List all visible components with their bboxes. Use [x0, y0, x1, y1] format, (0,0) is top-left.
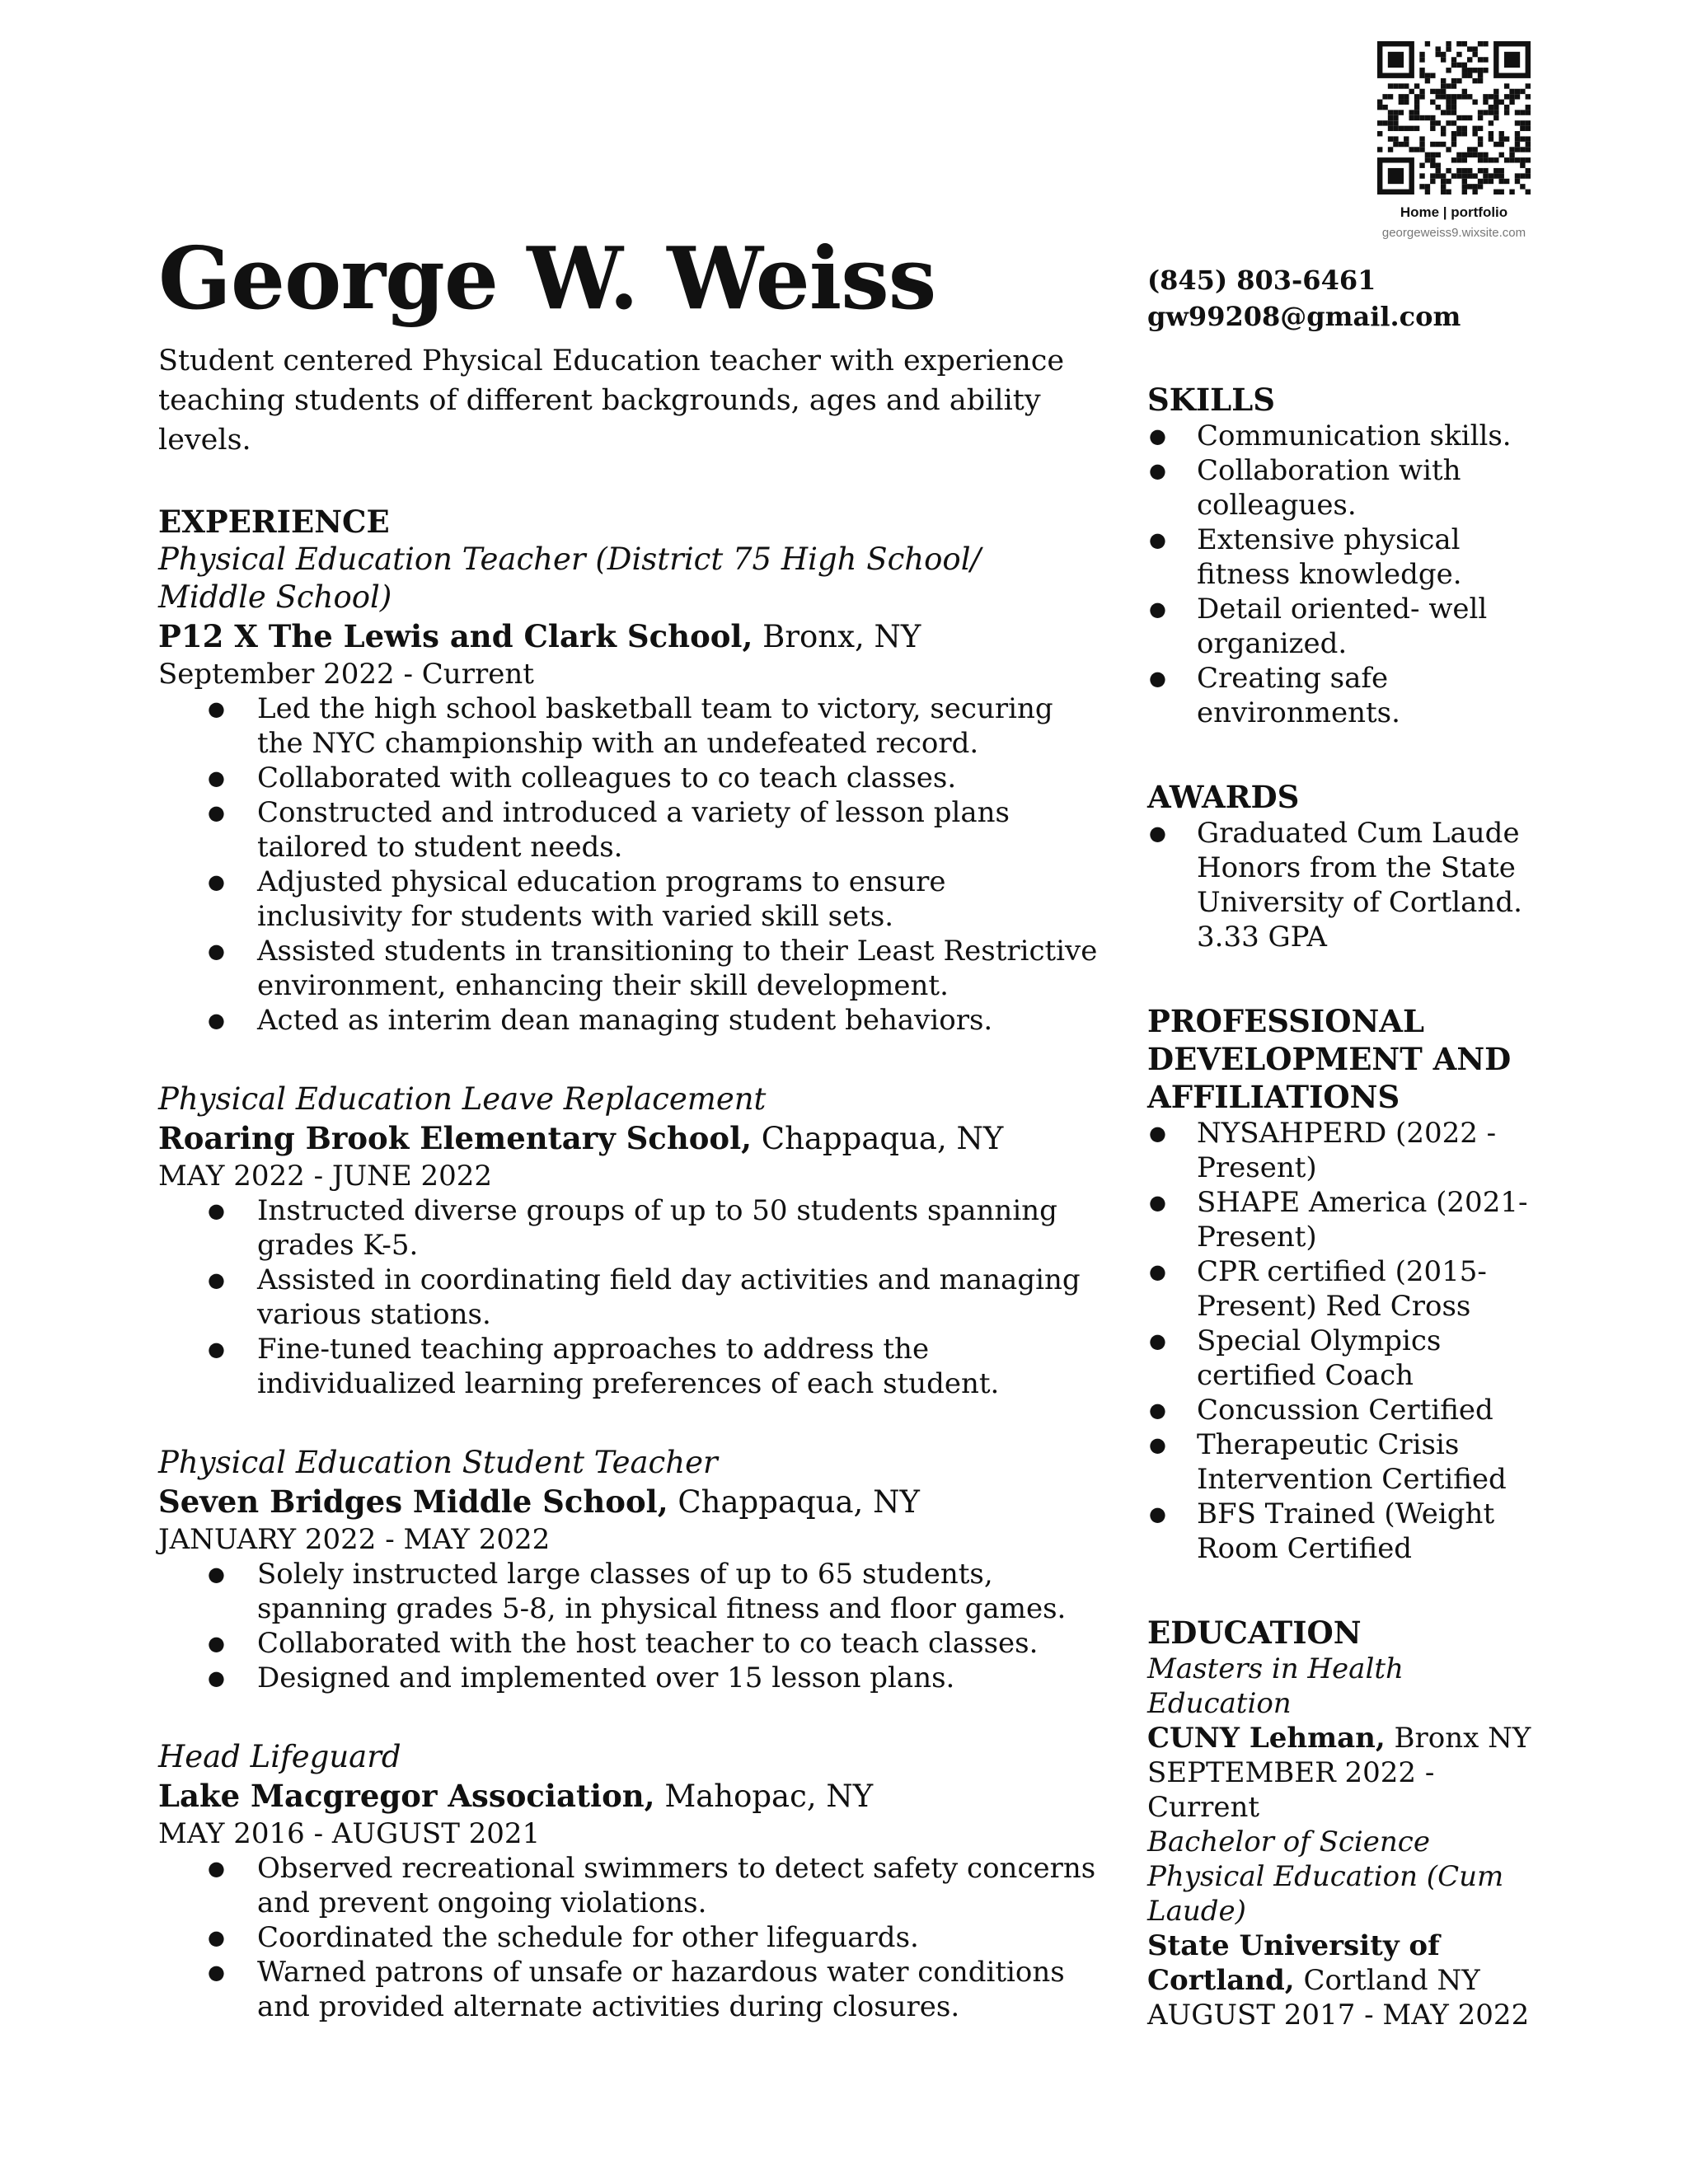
job-bullets: [158, 1851, 1098, 2024]
school-location: Bronx NY: [1385, 1722, 1531, 1755]
education-section: [1147, 1614, 1543, 2032]
qr-block: [1372, 41, 1536, 240]
list-item: ● Assisted in coordinating field day activities and managing various stations.: [158, 1263, 1098, 1332]
list-item: ● Designed and implemented over 15 lesson plans.: [158, 1661, 1098, 1695]
job-title: Physical Education Teacher (District 75 High School/ Middle School): [158, 541, 981, 616]
list-item: ● CPR certified (2015- Present) Red Cross: [1147, 1254, 1543, 1324]
list-item: ● Graduated Cum Laude Honors from the State University of Cortland. 3.33 GPA: [1147, 816, 1543, 954]
org-location: Chappaqua, NY: [668, 1484, 920, 1521]
org-name: Seven Bridges Middle School,: [158, 1483, 668, 1521]
job-organization: [158, 1482, 1098, 1522]
job-entry: [158, 541, 1098, 1038]
candidate-name: George W. Weiss: [158, 227, 936, 329]
list-item: ● Fine-tuned teaching approaches to address the individualized learning preferences of each student.: [158, 1332, 1098, 1401]
qr-url[interactable]: georgeweiss9.wixsite.com: [1381, 226, 1526, 240]
job-dates: September 2022 - Current: [158, 658, 534, 691]
summary: Student centered Physical Education teacher with experience teaching students of different backgrounds, ages and ability levels.: [158, 344, 1065, 457]
org-location: Bronx, NY: [753, 619, 921, 655]
job-entry: [158, 1444, 1098, 1695]
job-bullets: [158, 1557, 1098, 1695]
list-item: ● Adjusted physical education programs to ensure inclusivity for students with varied skill sets.: [158, 865, 1098, 934]
development-section: [1147, 1002, 1543, 1566]
job-entry: [158, 1738, 1098, 2024]
school: [1147, 1721, 1543, 1755]
list-item: ● Detail oriented- well organized.: [1147, 592, 1543, 661]
list-item: ● Therapeutic Crisis Intervention Certified: [1147, 1427, 1543, 1497]
awards-heading: AWARDS: [1147, 779, 1300, 815]
school-name: CUNY Lehman,: [1147, 1722, 1386, 1755]
left-column: [158, 227, 1098, 2067]
list-item: ● Led the high school basketball team to victory, securing the NYC championship with an undefeated record.: [158, 691, 1098, 761]
job-title: Head Lifeguard: [158, 1739, 401, 1775]
job-organization: [158, 616, 1098, 657]
development-list: [1147, 1116, 1543, 1566]
job-entry: [158, 1080, 1098, 1401]
phone-number: (845) 803-6461: [1147, 265, 1376, 296]
list-item: ● Assisted students in transitioning to their Least Restrictive environment, enhancing their skill development.: [158, 934, 1098, 1003]
awards-section: [1147, 778, 1543, 954]
org-location: Mahopac, NY: [654, 1779, 874, 1815]
skills-section: [1147, 381, 1543, 730]
job-dates: MAY 2022 - JUNE 2022: [158, 1160, 493, 1193]
list-item: ● Observed recreational swimmers to detect safety concerns and prevent ongoing violations.: [158, 1851, 1098, 1920]
list-item: ● Special Olympics certified Coach: [1147, 1324, 1543, 1393]
list-item: ● Acted as interim dean managing student behaviors.: [158, 1003, 1098, 1038]
org-location: Chappaqua, NY: [752, 1121, 1004, 1157]
experience-heading: EXPERIENCE: [158, 504, 390, 541]
list-item: ● Constructed and introduced a variety of lesson plans tailored to student needs.: [158, 795, 1098, 865]
job-organization: [158, 1118, 1098, 1159]
job-title: Physical Education Leave Replacement: [158, 1081, 767, 1118]
qr-label: Home | portfolio: [1400, 204, 1508, 220]
list-item: ● Warned patrons of unsafe or hazardous water conditions and provided alternate activities during closures.: [158, 1955, 1098, 2024]
job-dates: MAY 2016 - AUGUST 2021: [158, 1817, 541, 1851]
list-item: ● Concussion Certified: [1147, 1393, 1543, 1427]
job-dates: JANUARY 2022 - MAY 2022: [158, 1523, 551, 1557]
job-organization: [158, 1776, 1098, 1816]
job-bullets: [158, 691, 1098, 1038]
list-item: ● Solely instructed large classes of up to 65 students, spanning grades 5-8, in physical fitness and floor games.: [158, 1557, 1098, 1626]
job-title: Physical Education Student Teacher: [158, 1445, 718, 1481]
list-item: ● Communication skills.: [1147, 419, 1543, 453]
qr-code-icon[interactable]: [1377, 41, 1531, 194]
school: [1147, 1929, 1543, 1998]
list-item: ● SHAPE America (2021- Present): [1147, 1185, 1543, 1254]
list-item: ● Collaboration with colleagues.: [1147, 453, 1543, 523]
list-item: ● BFS Trained (Weight Room Certified: [1147, 1497, 1543, 1566]
list-item: ● Extensive physical fitness knowledge.: [1147, 523, 1543, 592]
school-name: State University of Cortland,: [1147, 1929, 1440, 1997]
education-dates: AUGUST 2017 - MAY 2022: [1147, 1999, 1530, 2032]
list-item: ● Collaborated with the host teacher to co teach classes.: [158, 1626, 1098, 1661]
org-name: Roaring Brook Elementary School,: [158, 1120, 753, 1157]
school-location: Cortland NY: [1294, 1964, 1480, 1997]
job-bullets: [158, 1193, 1098, 1401]
awards-list: [1147, 816, 1543, 954]
development-heading: PROFESSIONAL DEVELOPMENT AND AFFILIATIONS: [1147, 1003, 1512, 1115]
list-item: ● Creating safe environments.: [1147, 661, 1543, 730]
org-name: Lake Macgregor Association,: [158, 1778, 655, 1815]
skills-heading: SKILLS: [1147, 382, 1275, 418]
degree: Bachelor of Science Physical Education (Cum Laude): [1147, 1825, 1504, 1928]
list-item: ● Coordinated the schedule for other lifeguards.: [158, 1920, 1098, 1955]
education-heading: EDUCATION: [1147, 1615, 1362, 1651]
right-column: [1147, 262, 1543, 2032]
email-address[interactable]: gw99208@gmail.com: [1147, 301, 1461, 332]
education-dates: SEPTEMBER 2022 - Current: [1147, 1756, 1435, 1824]
org-name: P12 X The Lewis and Clark School,: [158, 618, 753, 655]
list-item: ● NYSAHPERD (2022 - Present): [1147, 1116, 1543, 1185]
list-item: ● Instructed diverse groups of up to 50 students spanning grades K-5.: [158, 1193, 1098, 1263]
skills-list: [1147, 419, 1543, 730]
list-item: ● Collaborated with colleagues to co teach classes.: [158, 761, 1098, 795]
degree: Masters in Health Education: [1147, 1652, 1404, 1720]
